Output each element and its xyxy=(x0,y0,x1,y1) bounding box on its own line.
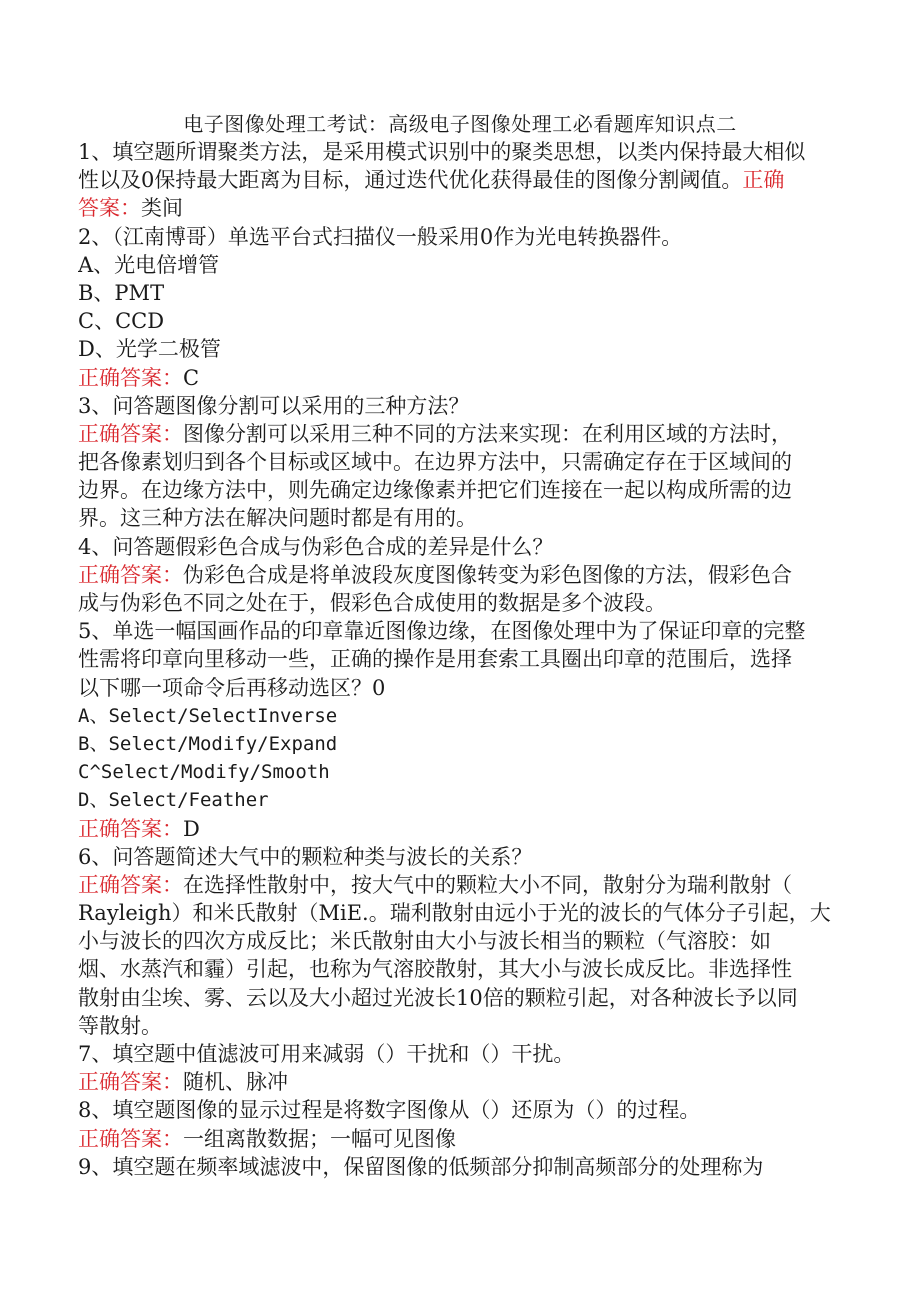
q5-answer-label: 正确答案： xyxy=(78,816,183,841)
q1-answer-label-part1: 正确 xyxy=(742,168,785,193)
q1-answer: 类间 xyxy=(141,196,183,221)
q1-stem-line-1: 1、填空题所谓聚类方法，是采用模式识别中的聚类思想，以类内保持最大相似 xyxy=(78,140,806,164)
q8-answer-label: 正确答案： xyxy=(78,1126,183,1151)
q3-stem: 3、问答题图像分割可以采用的三种方法？ xyxy=(78,393,470,418)
q9-stem: 9、填空题在频率域滤波中，保留图像的低频部分抑制高频部分的处理称为 xyxy=(78,1154,764,1179)
q3-answer-line-3: 边界。在边缘方法中，则先确定边缘像素并把它们连接在一起以构成所需的边 xyxy=(78,478,792,503)
q2-option-c: C、CCD xyxy=(78,309,165,334)
q2-answer: C xyxy=(183,365,200,390)
q5-stem-line-2: 性需将印章向里移动一些，正确的操作是用套索工具圈出印章的范围后，选择 xyxy=(78,647,792,672)
document-title: 电子图像处理工考试：高级电子图像处理工必看题库知识点二 xyxy=(183,112,737,136)
q2-option-a: A、光电倍增管 xyxy=(78,252,220,277)
q5-option-b: B、Select/Modify/Expand xyxy=(78,732,338,755)
q1-stem-text: 性以及0保持最大距离为目标，通过迭代优化获得最佳的图像分割阈值。 xyxy=(78,168,743,193)
q6-answer-line-1 xyxy=(78,871,848,899)
q1-stem-line-2 xyxy=(78,166,848,194)
q4-answer-label: 正确答案： xyxy=(78,562,183,587)
q6-stem: 6、问答题简述大气中的颗粒种类与波长的关系？ xyxy=(78,844,533,869)
q6-answer-line-4: 烟、水蒸汽和霾）引起，也称为气溶胶散射，其大小与波长成反比。非选择性 xyxy=(78,957,792,982)
q6-answer-line-2: Rayleigh）和米氏散射（MiE.。瑞利散射由远小于光的波长的气体分子引起，大 xyxy=(78,901,831,926)
document-body xyxy=(78,138,848,1181)
q2-answer-label: 正确答案： xyxy=(78,365,183,390)
q8-answer-line xyxy=(78,1125,848,1153)
q4-answer-line-2: 成与伪彩色不同之处在于，假彩色合成使用的数据是多个波段。 xyxy=(78,591,666,615)
q2-option-d: D、光学二极管 xyxy=(78,337,221,362)
q7-answer-label: 正确答案： xyxy=(78,1070,183,1095)
q1-answer-line xyxy=(78,194,848,222)
q6-answer-line-6: 等散射。 xyxy=(78,1013,162,1038)
q5-stem-line-3: 以下哪一项命令后再移动选区？0 xyxy=(78,675,386,700)
q5-option-c: C^Select/Modify/Smooth xyxy=(78,761,330,784)
q5-option-d: D、Select/Feather xyxy=(78,789,269,812)
q3-answer-text: 图像分割可以采用三种不同的方法来实现：在利用区域的方法时， xyxy=(183,421,792,446)
q3-answer-label: 正确答案： xyxy=(78,421,183,446)
q6-answer-line-5: 散射由尘埃、雾、云以及大小超过光波长10倍的颗粒引起，对各种波长予以同 xyxy=(78,985,798,1010)
q8-answer: 一组离散数据；一幅可见图像 xyxy=(183,1126,456,1151)
q6-answer-line-3: 小与波长的四次方成反比；米氏散射由大小与波长相当的颗粒（气溶胶：如 xyxy=(78,929,771,954)
q4-answer-text: 伪彩色合成是将单波段灰度图像转变为彩色图像的方法，假彩色合 xyxy=(183,562,792,587)
q4-stem: 4、问答题假彩色合成与伪彩色合成的差异是什么？ xyxy=(78,534,554,559)
q5-option-a: A、Select/SelectInverse xyxy=(78,704,338,727)
q2-option-b: B、PMT xyxy=(78,280,165,305)
q7-stem: 7、填空题中值滤波可用来减弱（）干扰和（）干扰。 xyxy=(78,1042,575,1066)
q3-answer-line-1 xyxy=(78,420,848,448)
q2-answer-line xyxy=(78,364,848,392)
q5-answer: D xyxy=(183,816,200,841)
q1-answer-label-part2: 答案： xyxy=(78,196,141,221)
q2-stem: 2、（江南博哥）单选平台式扫描仪一般采用0作为光电转换器件。 xyxy=(78,224,683,249)
q8-stem: 8、填空题图像的显示过程是将数字图像从（）还原为（）的过程。 xyxy=(78,1098,701,1123)
q3-answer-line-4: 界。这三种方法在解决问题时都是有用的。 xyxy=(78,506,477,531)
q3-answer-line-2: 把各像素划归到各个目标或区域中。在边界方法中，只需确定存在于区域间的 xyxy=(78,450,792,475)
q5-stem-line-1: 5、单选一幅国画作品的印章靠近图像边缘，在图像处理中为了保证印章的完整 xyxy=(78,619,806,644)
q4-answer-line-1 xyxy=(78,561,848,589)
q5-answer-line xyxy=(78,815,848,843)
q6-answer-label: 正确答案： xyxy=(78,872,183,897)
q7-answer: 随机、脉冲 xyxy=(183,1070,288,1095)
q7-answer-line xyxy=(78,1068,848,1096)
q6-answer-text: 在选择性散射中，按大气中的颗粒大小不同，散射分为瑞利散射（ xyxy=(183,872,792,897)
